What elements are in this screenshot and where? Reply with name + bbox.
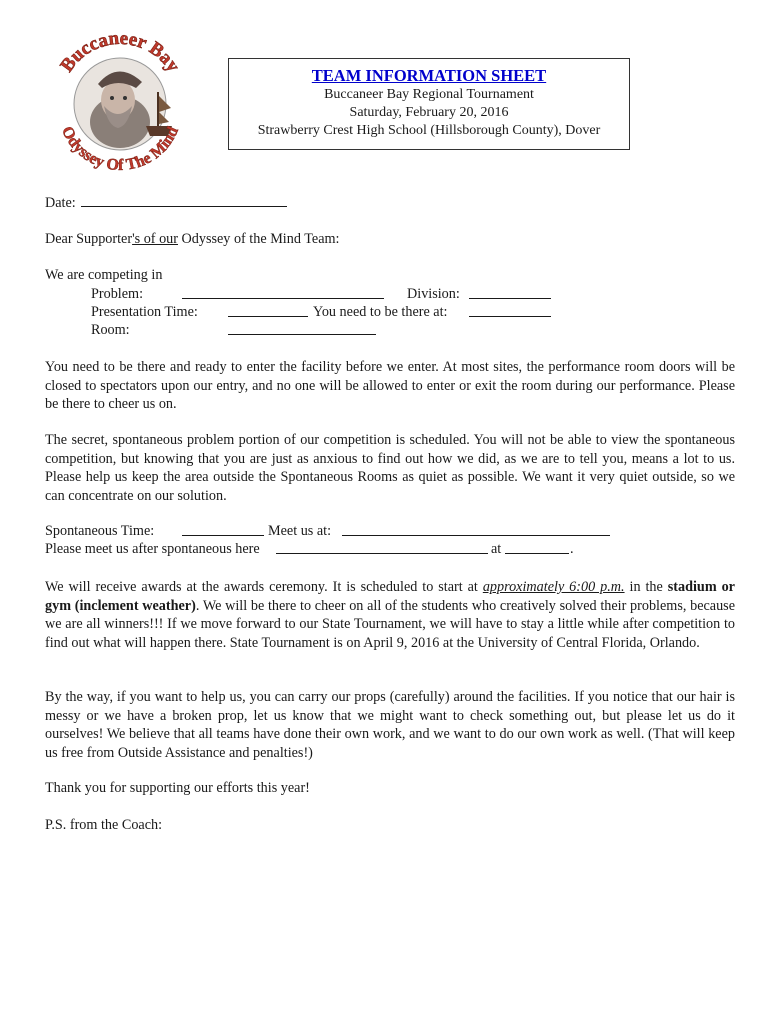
room-blank[interactable] <box>228 322 376 335</box>
at-period: . <box>570 541 574 557</box>
awards-text-a: We will receive awards at the awards ceremony. It is scheduled to start at <box>45 579 483 595</box>
paragraph-spontaneous: The secret, spontaneous problem portion of our competition is scheduled. You will not be able to view the spontaneous competition, but knowing that you are just as anxious to find out how we did, as we are to tell you, means a lot to us. Please help us keep the area outside the Spontaneous Rooms as quiet as possible. We want it very quiet outside, so we can concentrate on our solution. <box>45 432 735 504</box>
competing-label: We are competing in <box>45 267 163 283</box>
after-spontaneous-blank[interactable] <box>276 541 488 554</box>
spontaneous-time-blank[interactable] <box>182 523 264 536</box>
greeting-part-a: Dear Supporter <box>45 231 133 247</box>
after-spontaneous-label: Please meet us after spontaneous here <box>45 541 260 557</box>
presentation-time-label: Presentation Time: <box>91 304 198 320</box>
greeting <box>45 231 339 248</box>
logo-text-bottom: Odyssey Of The Mind <box>57 123 182 175</box>
tournament-date: Saturday, February 20, 2016 <box>349 105 509 120</box>
at-time-blank[interactable] <box>505 541 569 554</box>
tournament-location: Strawberry Crest High School (Hillsborough County), Dover <box>257 123 601 138</box>
presentation-time-blank[interactable] <box>228 304 308 317</box>
greeting-part-c: Odyssey of the Mind Team: <box>177 231 340 247</box>
room-label: Room: <box>91 322 130 338</box>
ps-coach: P.S. from the Coach: <box>45 817 163 833</box>
division-blank[interactable] <box>469 286 551 299</box>
problem-label: Problem: <box>91 286 144 302</box>
paragraph-performance: You need to be there and ready to enter the facility before we enter. At most sites, the performance room doors will be closed to spectators upon our entry, and no one will be allowed to enter or exit the room during our performance. Please be there to cheer us on. <box>45 359 735 413</box>
buccaneer-bay-logo <box>40 22 200 182</box>
date-blank[interactable] <box>81 194 287 207</box>
awards-time: approximately 6:00 p.m. <box>482 579 625 595</box>
thanks-line: Thank you for supporting our efforts this year! <box>45 780 310 796</box>
at-label: at <box>491 541 502 557</box>
date-row <box>45 194 287 212</box>
greeting-part-b: 's of our <box>132 231 178 247</box>
there-at-label: You need to be there at: <box>313 304 448 320</box>
problem-blank[interactable] <box>182 286 384 299</box>
paragraph-props: By the way, if you want to help us, you can carry our props (carefully) around the facilities. If you notice that our hair is messy or we have a broken prop, let us know that we might want to check something out, but please let us do it ourselves! We believe that all teams have done their own work, and we want to do our own work as well. (That will keep us free from Outside Assistance and penalties!) <box>45 689 735 761</box>
logo-text-top: Buccaneer Bay <box>56 27 184 76</box>
tournament-name: Buccaneer Bay Regional Tournament <box>324 87 534 102</box>
paragraph-awards <box>45 578 735 652</box>
awards-location: stadium or gym (inclement weather) <box>45 579 735 614</box>
there-at-blank[interactable] <box>469 304 551 317</box>
meet-us-blank[interactable] <box>342 523 610 536</box>
meet-us-label: Meet us at: <box>268 523 332 539</box>
sheet-title: TEAM INFORMATION SHEET <box>311 66 547 85</box>
spontaneous-time-label: Spontaneous Time: <box>45 523 155 539</box>
division-label: Division: <box>407 286 460 302</box>
awards-text-c: . We will be there to cheer on all of the students who creatively solved their problems, because we are all winners!!! If we move forward to our State Tournament, we will have to stay a little while after competition to find out what will happen there. State Tournament is on April 9, 2016 at the University of Central Florida, Orlando. <box>45 597 735 651</box>
header-box <box>228 58 630 150</box>
date-label: Date: <box>45 195 76 211</box>
awards-text-b: in the <box>624 579 668 595</box>
